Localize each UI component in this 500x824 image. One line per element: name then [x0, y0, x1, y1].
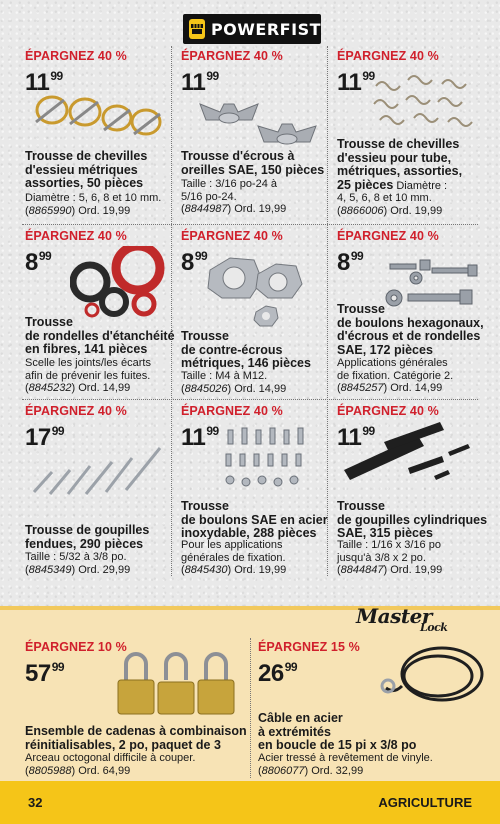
- product-description: Applications générales de fixation. Catégorie 2. (8845257) Ord. 14,99: [337, 357, 454, 394]
- fist-icon: [189, 19, 205, 39]
- regular-price: Ord. 19,99: [78, 204, 131, 217]
- regular-price: Ord. 19,99: [390, 564, 443, 576]
- regular-price: Ord. 19,99: [234, 203, 287, 215]
- product-description: Taille : 3/16 po-24 à 5/16 po-24. (8844987) Ord. 19,99: [181, 178, 287, 215]
- product-title: Trousse de rondelles d'étanchéité en fibres, 141 pièces: [25, 315, 175, 356]
- price: $57^{99}$: [25, 660, 65, 687]
- savings-label: ÉPARGNEZ 10 %: [25, 640, 127, 654]
- sku: 8844987: [184, 203, 228, 215]
- product-description: Acier tressé à revêtement de vinyle. (8806077) Ord. 32,99: [258, 752, 433, 777]
- product-title: Ensemble de cadenas à combinaison réinitialisables, 2 po, paquet de 3: [25, 724, 247, 752]
- sku: 8845232: [28, 382, 72, 394]
- price: $11^{99}$: [181, 69, 219, 96]
- wing-nuts-image: [190, 86, 325, 146]
- lock-nuts-image: [200, 250, 320, 330]
- product-description: Arceau octogonal difficile à couper. (8805988) Ord. 64,99: [25, 752, 196, 777]
- product-title: Trousse de boulons hexagonaux, d'écrous et de rondelles SAE, 172 pièces: [337, 302, 484, 357]
- roll-pins-image: [338, 418, 478, 490]
- tube-axle-pins-image: [368, 72, 480, 134]
- product-description: 4, 5, 6, 8 et 10 mm. (8866006) Ord. 19,99: [337, 192, 443, 217]
- powerfist-logo: [183, 14, 321, 44]
- masterlock-logo: Master Lock: [356, 604, 448, 634]
- product-title: Trousse de contre-écrous métriques, 146 pièces: [181, 329, 311, 370]
- savings-label: ÉPARGNEZ 40 %: [25, 49, 127, 63]
- savings-label: ÉPARGNEZ 40 %: [337, 229, 439, 243]
- fibre-washers-image: [70, 246, 170, 318]
- section-name: AGRICULTURE: [378, 795, 472, 810]
- product-title: Trousse de goupilles fendues, 290 pièces: [25, 523, 150, 551]
- savings-label: ÉPARGNEZ 40 %: [25, 229, 127, 243]
- price: $8^{99}$: [181, 249, 208, 276]
- steel-cable-image: [380, 640, 490, 710]
- product-title: Trousse de goupilles cylindriques SAE, 315 pièces: [337, 499, 488, 540]
- product-title: Trousse de chevilles d'essieu métriques assorties, 50 pièces: [25, 149, 148, 190]
- padlocks-image: [112, 650, 242, 716]
- savings-label: ÉPARGNEZ 15 %: [258, 640, 360, 654]
- savings-label: ÉPARGNEZ 40 %: [337, 49, 439, 63]
- savings-label: ÉPARGNEZ 40 %: [25, 404, 127, 418]
- axle-pins-image: [22, 84, 172, 146]
- sku: 8806077: [261, 764, 305, 777]
- product-description: Pour les applications générales de fixation. (8845430) Ord. 19,99: [181, 539, 287, 576]
- product-description: Taille : 1/16 x 3/16 po jusqu'à 3/8 x 2 po. (8844847) Ord. 19,99: [337, 539, 443, 576]
- divider: [250, 638, 251, 778]
- sku: 8845257: [340, 382, 384, 394]
- stainless-bolts-image: [218, 424, 322, 496]
- sku: 8844847: [340, 564, 384, 576]
- product-title: Trousse de boulons SAE en acier inoxydable, 288 pièces: [181, 499, 328, 540]
- product-description: Taille : M4 à M12. (8845026) Ord. 14,99: [181, 370, 287, 395]
- price: $26^{99}$: [258, 660, 298, 687]
- price: $11^{99}$: [337, 69, 375, 96]
- cotter-pins-image: [28, 444, 168, 498]
- sku: 8845026: [184, 382, 228, 395]
- product-title: Câble en acier à extrémités en boucle de 15 pi x 3/8 po: [258, 711, 417, 752]
- divider: [22, 399, 478, 400]
- sku: 8805988: [28, 764, 72, 777]
- price: $17^{99}$: [25, 424, 65, 451]
- savings-label: ÉPARGNEZ 40 %: [337, 404, 439, 418]
- sku: 8865990: [28, 204, 72, 217]
- product-title: Trousse de chevilles d'essieu pour tube, métriques, assorties, 25 pièces Diamètre :: [337, 137, 463, 192]
- price: $11^{99}$: [181, 424, 219, 451]
- sku: 8866006: [340, 204, 384, 217]
- regular-price: Ord. 14,99: [78, 382, 131, 394]
- product-description: Diamètre : 5, 6, 8 et 10 mm. (8865990) Ord. 19,99: [25, 192, 162, 217]
- price: $11^{99}$: [337, 424, 375, 451]
- page-footer: [0, 781, 500, 824]
- price: $8^{99}$: [25, 249, 52, 276]
- savings-label: ÉPARGNEZ 40 %: [181, 49, 283, 63]
- sku: 8845349: [28, 563, 72, 576]
- divider: [22, 224, 478, 225]
- regular-price: Ord. 14,99: [390, 382, 443, 394]
- regular-price: Ord. 19,99: [234, 564, 287, 576]
- product-description: Taille : 5/32 à 3/8 po. (8845349) Ord. 29,99: [25, 551, 131, 576]
- regular-price: Ord. 19,99: [390, 204, 443, 217]
- sku: 8845430: [184, 564, 228, 576]
- page-number: 32: [28, 795, 43, 810]
- divider: [327, 46, 328, 576]
- brand-name: POWERFIST: [210, 19, 321, 39]
- product-description: Scelle les joints/les écarts afin de prévenir les fuites. (8845232) Ord. 14,99: [25, 357, 151, 394]
- regular-price: Ord. 32,99: [311, 764, 364, 777]
- regular-price: Ord. 14,99: [234, 382, 287, 395]
- regular-price: Ord. 29,99: [78, 563, 131, 576]
- product-title: Trousse d'écrous à oreilles SAE, 150 pièces: [181, 149, 325, 177]
- price: $8^{99}$: [337, 249, 364, 276]
- regular-price: Ord. 64,99: [78, 764, 131, 777]
- savings-label: ÉPARGNEZ 40 %: [181, 229, 283, 243]
- price: $11^{99}$: [25, 69, 63, 96]
- savings-label: ÉPARGNEZ 40 %: [181, 404, 283, 418]
